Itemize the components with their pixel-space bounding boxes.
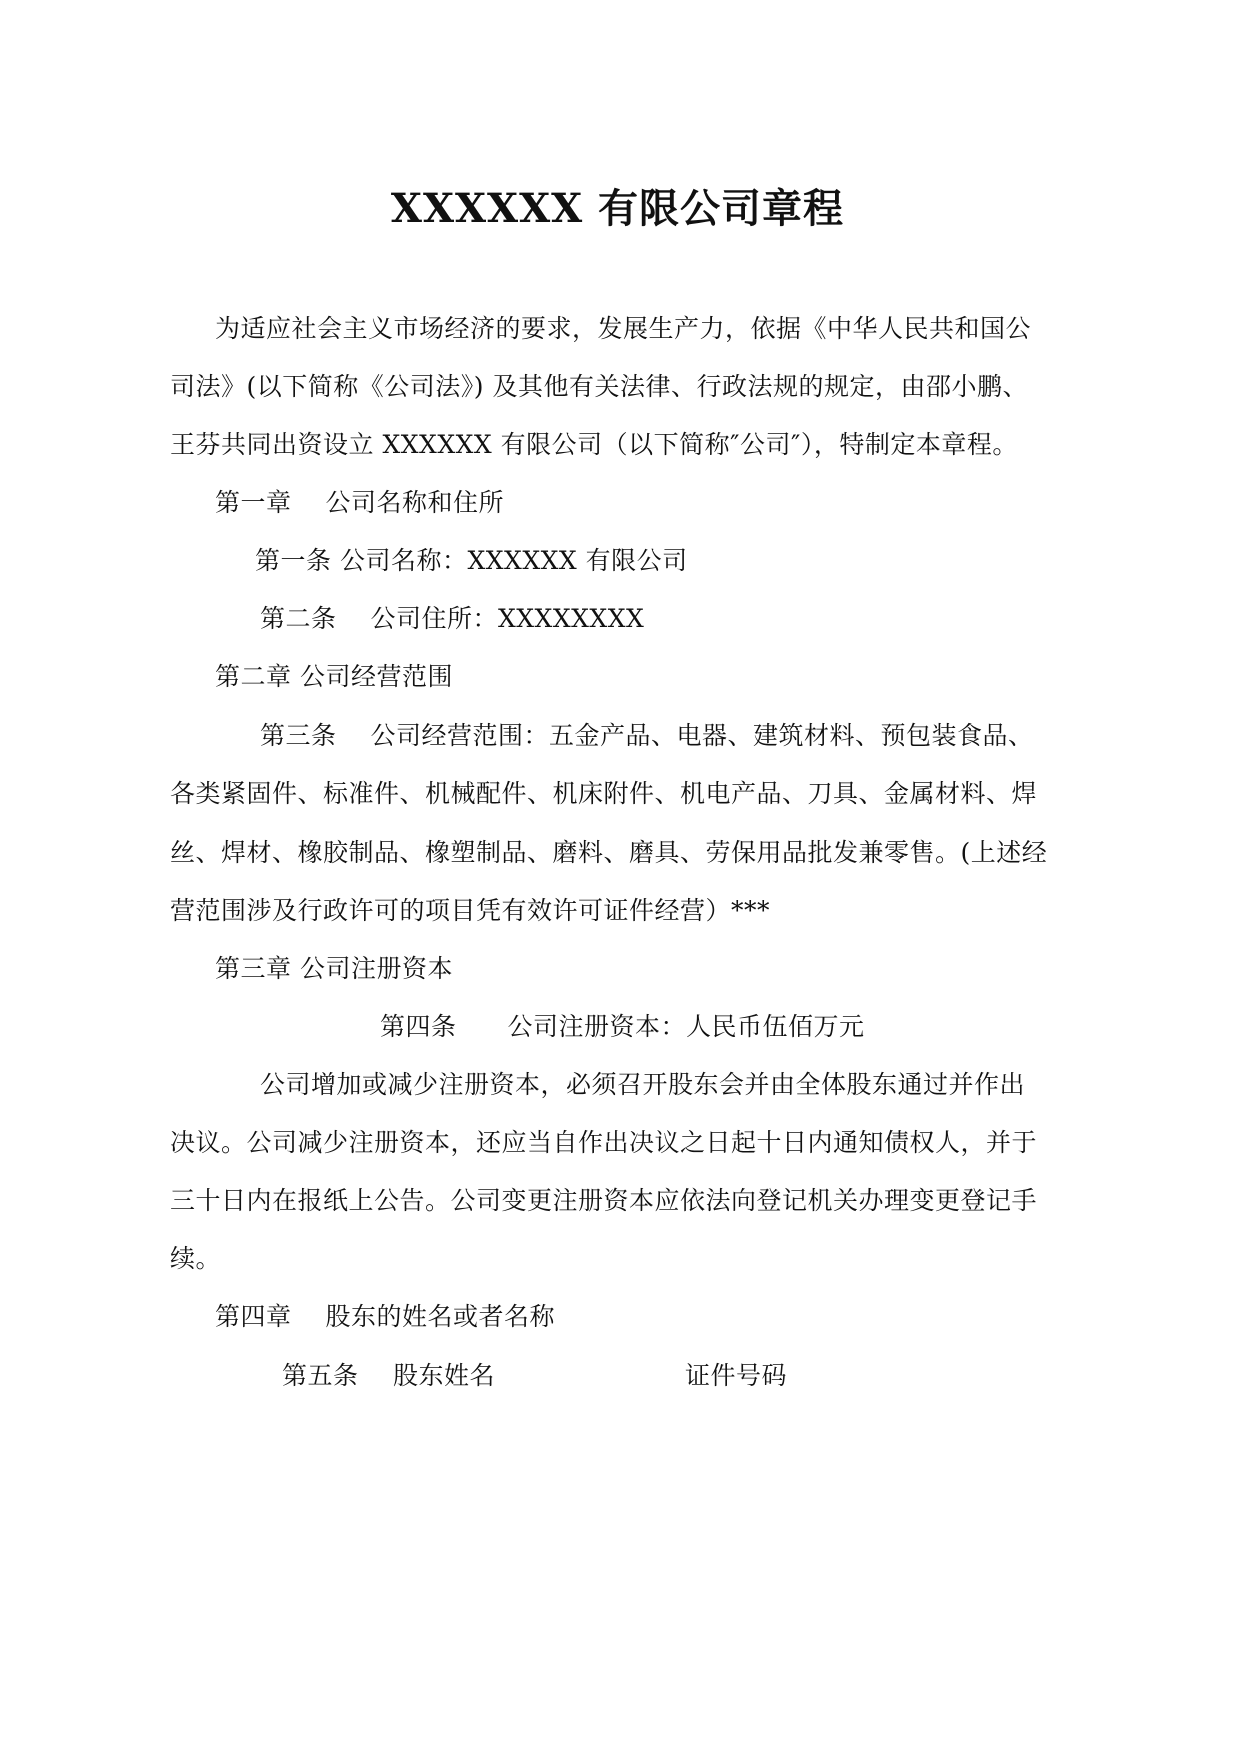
article-text: 营范围涉及行政许可的项目凭有效许可证件经营）*** [170, 896, 771, 925]
article-text: 第四条 公司注册资本：人民币伍佰万元 [380, 1012, 865, 1041]
chapter-heading: 第三章 公司注册资本 [215, 954, 453, 983]
article-text: 第二条 公司住所：XXXXXXXX [260, 604, 645, 633]
paragraph-line: 公司增加或减少注册资本，必须召开股东会并由全体股东通过并作出 [260, 1070, 1026, 1099]
paragraph-line: 决议。公司减少注册资本，还应当自作出决议之日起十日内通知债权人，并于 [170, 1128, 1038, 1157]
article-label: 第五条 [282, 1361, 359, 1390]
preamble-line: 司法》(以下简称《公司法》) 及其他有关法律、行政法规的规定，由邵小鹏、 [170, 372, 1028, 401]
preamble-line: 王芬共同出资设立 XXXXXX 有限公司（以下简称″公司″），特制定本章程。 [170, 430, 1018, 459]
column-header-name: 股东姓名 [393, 1361, 496, 1390]
article-text: 各类紧固件、标准件、机械配件、机床附件、机电产品、刀具、金属材料、焊 [170, 779, 1038, 808]
article-text: 第一条 公司名称：XXXXXX 有限公司 [255, 546, 688, 575]
paragraph-line: 续。 [170, 1244, 222, 1273]
document-title: XXXXXX 有限公司章程 [390, 185, 845, 232]
column-header-id: 证件号码 [685, 1361, 788, 1390]
chapter-heading: 第二章 公司经营范围 [215, 662, 453, 691]
chapter-heading: 第一章 公司名称和住所 [215, 488, 504, 517]
chapter-heading: 第四章 股东的姓名或者名称 [215, 1302, 555, 1331]
paragraph-line: 三十日内在报纸上公告。公司变更注册资本应依法向登记机关办理变更登记手 [170, 1186, 1038, 1215]
article-text: 丝、焊材、橡胶制品、橡塑制品、磨料、磨具、劳保用品批发兼零售。(上述经 [170, 838, 1048, 867]
article-text: 第三条 公司经营范围：五金产品、电器、建筑材料、预包装食品、 [260, 721, 1034, 750]
preamble-line: 为适应社会主义市场经济的要求，发展生产力，依据《中华人民共和国公 [215, 314, 1032, 343]
